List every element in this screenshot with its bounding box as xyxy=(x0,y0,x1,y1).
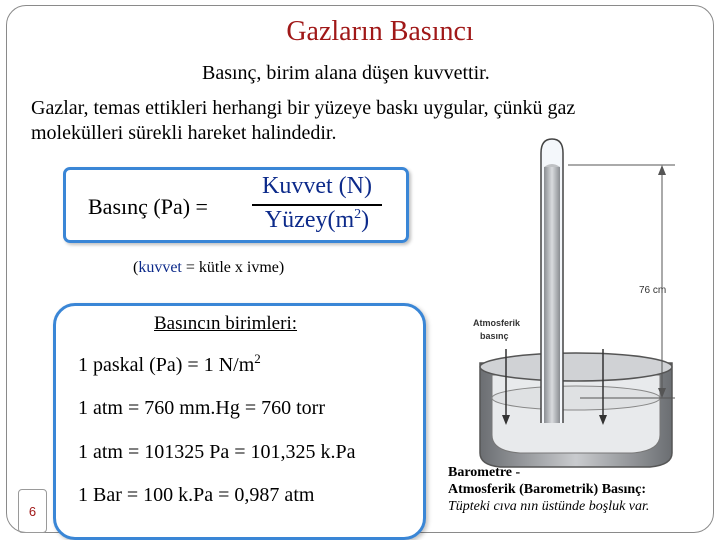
barometer-figure xyxy=(440,135,720,475)
unit-line-atm-pa: 1 atm = 101325 Pa = 101,325 k.Pa xyxy=(78,441,356,463)
caption-line-2: Atmosferik (Barometrik) Basınç: xyxy=(448,482,647,497)
denominator-close: ) xyxy=(361,207,370,233)
denominator-base: Yüzey(m xyxy=(264,207,355,233)
note-keyword: kuvvet xyxy=(138,259,182,276)
figure-caption xyxy=(448,464,649,515)
formula-box xyxy=(63,167,409,243)
height-label: 76 cm xyxy=(639,285,667,296)
fraction-bar xyxy=(252,204,382,206)
intro-line-2: Gazlar, temas ettikleri herhangi bir yüzeye baskı uygular, çünkü gaz molekülleri sürekli hareket halindedir. xyxy=(31,97,576,144)
units-title: Basıncın birimleri: xyxy=(154,313,298,334)
denominator-exponent: 2 xyxy=(354,207,362,222)
unit-line-atm-mmhg: 1 atm = 760 mm.Hg = 760 torr xyxy=(78,397,325,419)
pressure-label-line-2: basınç xyxy=(480,331,509,341)
note-open: ( xyxy=(133,259,139,276)
unit-line-bar: 1 Bar = 100 k.Pa = 0,987 atm xyxy=(78,484,315,506)
formula-numerator: Kuvvet (N) xyxy=(262,173,372,199)
mercury-dish xyxy=(480,353,672,467)
unit-line-pascal-base: 1 paskal (Pa) = 1 N/m xyxy=(78,354,255,376)
formula-lhs: Basınç (Pa) = xyxy=(88,194,208,219)
force-note xyxy=(133,259,284,277)
pressure-label-line-1: Atmosferik xyxy=(473,318,521,328)
formula-denominator xyxy=(252,207,382,234)
note-rest: = kütle x ivme) xyxy=(181,259,285,276)
unit-line-pascal-exp: 2 xyxy=(254,351,261,366)
caption-line-3: Tüpteki cıva nın üstünde boşluk var. xyxy=(448,499,650,514)
mercury-column xyxy=(544,167,560,423)
page-number: 6 xyxy=(18,489,47,533)
intro-line-1: Basınç, birim alana düşen kuvvettir. xyxy=(202,62,490,84)
unit-line-pascal xyxy=(78,351,261,377)
caption-line-1: Barometre - xyxy=(448,465,521,480)
glass-tube xyxy=(541,139,563,423)
slide-title: Gazların Basıncı xyxy=(286,16,474,47)
